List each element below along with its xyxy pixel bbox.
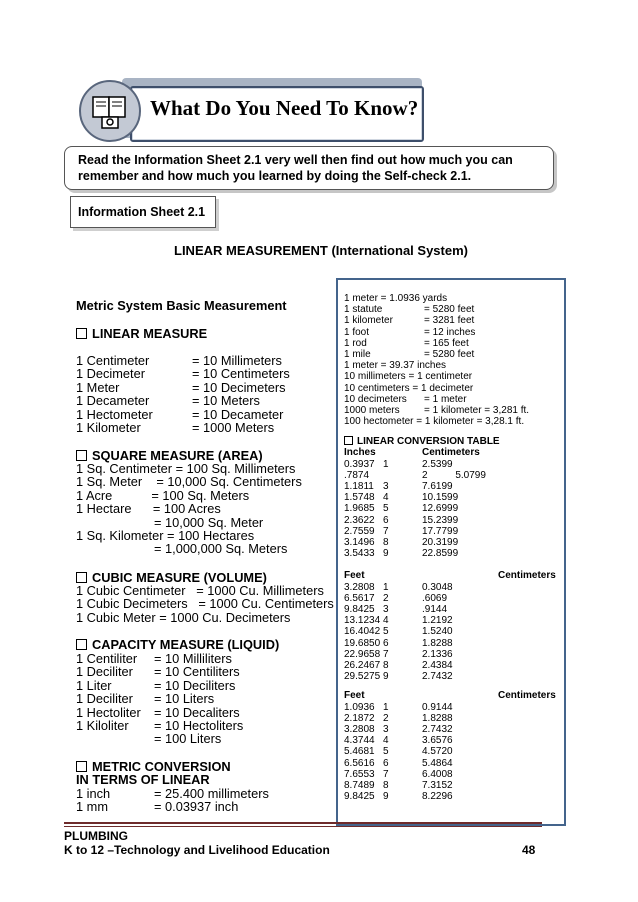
conversion-line: 10 decimeters (344, 393, 407, 405)
conversion-line: 1 kilometer (344, 315, 393, 327)
yards-table-cell-a: 1.0936 (344, 701, 375, 713)
feet-table-cell-a: 22.9658 (344, 648, 381, 660)
yards-table-cell-c: 6.4008 (422, 768, 453, 780)
inches-table-cell-b: 3 (383, 480, 389, 492)
yards-table-cell-a: 6.5616 (344, 757, 375, 769)
capacity-unit: 1 Deciliter (76, 664, 133, 680)
checkbox-bullet-icon (76, 450, 87, 461)
yards-table-cell-c: 7.3152 (422, 779, 453, 791)
linear-unit: 1 Kilometer (76, 420, 141, 435)
feet-table-cell-c: .6069 (422, 592, 448, 604)
checkbox-bullet-icon (344, 436, 353, 445)
yards-table-cell-a: 5.4681 (344, 746, 375, 758)
yards-table-cell-b: 7 (383, 768, 389, 780)
square-line: 1 Hectare = 100 Acres (76, 501, 221, 517)
feet-table-cell-a: 19.6850 (344, 637, 381, 649)
feet-table-cell-a: 9.8425 (344, 603, 375, 615)
yards-table-cell-c: 2.7432 (422, 723, 453, 735)
metric-value: = 0.03937 inch (154, 799, 239, 815)
linear-unit: 1 Decimeter (76, 366, 145, 382)
linear-unit: 1 Meter (76, 379, 120, 395)
inches-table-cell-a: .7874 (344, 469, 370, 481)
yards-table-cell-b: 8 (383, 779, 389, 791)
feet-table-cell-b: 3 (383, 603, 389, 615)
feet-table-cell-c: .9144 (422, 603, 448, 615)
yards-table-cell-b: 9 (383, 791, 389, 803)
page-number: 48 (522, 843, 536, 857)
cubic-line: 1 Cubic Meter = 1000 Cu. Decimeters (76, 609, 291, 625)
square-line: = 1,000,000 Sq. Meters (154, 541, 288, 557)
linear-unit: 1 Hectometer (76, 406, 153, 422)
linear-value: = 10 Millimeters (192, 353, 282, 368)
reading-icon (79, 80, 141, 142)
inches-table-cell-a: 3.1496 (344, 536, 375, 548)
inches-table-cell-b: 1 (383, 458, 389, 470)
intro-text: Read the Information Sheet 2.1 very well then find out how much you can remember and how much you learned by doing the Self-check 2.1. (78, 153, 513, 183)
inches-table-cell-c: 7.6199 (422, 480, 453, 492)
feet-table-cell-b: 5 (383, 626, 389, 638)
feet-table-cell-a: 13.1234 (344, 615, 381, 627)
feet-table-cell-a: 6.5617 (344, 592, 375, 604)
feet-table-cell-c: 1.8288 (422, 637, 453, 649)
inches-table-cell-c: 12.6999 (422, 503, 459, 515)
info-sheet-label: Information Sheet 2.1 (78, 205, 206, 219)
conversion-line: 1 meter = 39.37 inches (344, 360, 447, 372)
conversion-line: 1 meter = 1.0936 yards (344, 293, 448, 304)
footer-course: K to 12 –Technology and Livelihood Education (64, 843, 330, 857)
capacity-measure-title (76, 637, 279, 652)
conversion-line: 1 statute (344, 304, 383, 316)
feet-table-cell-c: 2.4384 (422, 659, 453, 671)
cubic-line: 1 Cubic Centimeter = 1000 Cu. Millimeters (76, 583, 324, 598)
conversion-line: 1 foot (344, 326, 370, 338)
capacity-unit: 1 Liter (76, 677, 112, 693)
inches-table-cell-b: 8 (383, 536, 389, 548)
metric-unit: 1 inch (76, 786, 111, 801)
linear-value: = 1000 Meters (192, 420, 275, 435)
inches-table-cell-a: 1.5748 (344, 492, 375, 504)
yards-table-cell-a: 3.2808 (344, 723, 375, 735)
section-heading: Metric System Basic Measurement (76, 298, 287, 313)
linear-measure-title-text: LINEAR MEASURE (92, 326, 208, 341)
feet-table-header-right: Centimeters (498, 570, 556, 581)
header-title: What Do You Need To Know? (150, 96, 419, 120)
feet-table-cell-b: 4 (383, 615, 389, 627)
yards-table-cell-b: 5 (383, 746, 389, 758)
capacity-unit: 1 Centiliter (76, 651, 138, 666)
capacity-measure-title-text: CAPACITY MEASURE (LIQUID) (92, 637, 280, 652)
square-measure-title-text: SQUARE MEASURE (AREA) (92, 448, 263, 463)
metric-unit: 1 mm (76, 799, 108, 815)
inches-table-cell-a: 2.7559 (344, 525, 375, 537)
conversion-line: 100 hectometer = 1 kilometer = 3,28.1 ft. (344, 416, 525, 428)
inches-table-cell-a: 1.9685 (344, 503, 375, 515)
capacity-value: = 10 Milliliters (154, 651, 232, 666)
feet-table-cell-a: 26.2467 (344, 659, 381, 671)
capacity-unit: 1 Deciliter (76, 691, 133, 707)
cubic-line: 1 Cubic Decimeters = 1000 Cu. Centimeters (76, 596, 334, 612)
inches-table-cell-b: 4 (383, 492, 389, 504)
inches-table-cell-c: 15.2399 (422, 514, 459, 526)
capacity-value: = 10 Hectoliters (154, 718, 244, 733)
inches-table-header-right: Centimeters (422, 447, 480, 458)
checkbox-bullet-icon (76, 572, 87, 583)
linear-unit: 1 Decameter (76, 393, 150, 409)
footer-divider (64, 822, 542, 824)
yards-table-cell-c: 5.4864 (422, 757, 453, 769)
metric-value: = 25.400 millimeters (154, 786, 269, 801)
checkbox-bullet-icon (76, 761, 87, 772)
square-line: 1 Sq. Kilometer = 100 Hectares (76, 528, 255, 543)
inches-table-cell-b: 6 (383, 514, 389, 526)
linear-unit: 1 Centimeter (76, 353, 150, 368)
capacity-unit: 1 Hectoliter (76, 704, 141, 720)
conversion-line: 10 centimeters = 1 decimeter (344, 382, 474, 394)
feet-table-cell-b: 1 (383, 581, 389, 593)
yards-table-cell-b: 3 (383, 723, 389, 735)
capacity-value: = 100 Liters (154, 731, 222, 747)
checkbox-bullet-icon (76, 639, 87, 650)
inches-table-cell-b: 7 (383, 525, 389, 537)
feet-table-cell-a: 29.5275 (344, 671, 381, 683)
inches-table-cell-a: 0.3937 (344, 458, 375, 470)
inches-table-cell-a: 1.1811 (344, 480, 374, 492)
conversion-value: = 12 inches (424, 326, 476, 338)
linear-measure-title (76, 326, 207, 341)
linear-value: = 10 Decimeters (192, 379, 286, 395)
cubic-measure-title-text: CUBIC MEASURE (VOLUME) (92, 570, 267, 585)
yards-table-header-left: Feet (344, 690, 365, 701)
yards-table-cell-a: 8.7489 (344, 779, 375, 791)
capacity-value: = 10 Centiliters (154, 664, 240, 680)
feet-table-cell-a: 16.4042 (344, 626, 381, 638)
square-line: 1 Sq. Centimeter = 100 Sq. Millimeters (76, 461, 296, 476)
feet-table-header-left: Feet (344, 570, 365, 581)
conversion-table-title-text: LINEAR CONVERSION TABLE (357, 436, 500, 447)
feet-table-cell-b: 6 (383, 637, 389, 649)
conversion-table-title (344, 436, 500, 447)
metric-conversion-subtitle: IN TERMS OF LINEAR (76, 772, 210, 787)
inches-table-cell-c: 20.3199 (422, 536, 459, 548)
square-line: 1 Sq. Meter = 10,000 Sq. Centimeters (76, 474, 302, 490)
conversion-line: 10 millimeters = 1 centimeter (344, 371, 473, 383)
feet-table-cell-b: 7 (383, 648, 389, 660)
yards-table-cell-c: 8.2296 (422, 791, 453, 803)
yards-table-cell-c: 0.9144 (422, 701, 453, 713)
square-line: = 10,000 Sq. Meter (154, 514, 264, 530)
square-line: 1 Acre = 100 Sq. Meters (76, 487, 250, 503)
page-title: LINEAR MEASUREMENT (International System) (174, 243, 468, 258)
feet-table-cell-c: 0.3048 (422, 581, 453, 593)
conversion-value: = 165 feet (424, 337, 469, 349)
inches-table-cell-a: 2.3622 (344, 514, 375, 526)
linear-value: = 10 Decameter (192, 406, 284, 422)
yards-table-cell-b: 2 (383, 712, 389, 724)
yards-table-cell-b: 4 (383, 735, 389, 747)
inches-table-cell-c: 2.5399 (422, 458, 453, 470)
conversion-value: = 1 kilometer = 3,281 ft. (424, 405, 530, 416)
conversion-value: = 5280 feet (424, 304, 475, 316)
conversion-value: = 5280 feet (424, 349, 475, 360)
footer-divider-thin (64, 826, 542, 827)
footer-subject: PLUMBING (64, 829, 128, 843)
feet-table-cell-b: 8 (383, 659, 389, 671)
checkbox-bullet-icon (76, 328, 87, 339)
yards-table-cell-a: 7.6553 (344, 768, 375, 780)
inches-table-cell-a: 3.5433 (344, 548, 375, 560)
feet-table-cell-c: 1.5240 (422, 626, 453, 638)
feet-table-cell-c: 2.1336 (422, 648, 453, 660)
inches-table-cell-c: 10.1599 (422, 492, 459, 504)
yards-table-cell-a: 4.3744 (344, 735, 375, 747)
inches-table-cell-c: 2 5.0799 (422, 469, 486, 481)
conversion-line: 1000 meters (344, 405, 400, 416)
yards-table-cell-a: 2.1872 (344, 712, 375, 724)
yards-table-cell-c: 1.8288 (422, 712, 453, 724)
capacity-unit: 1 Kiloliter (76, 718, 129, 733)
conversion-line: 1 mile (344, 349, 371, 360)
feet-table-cell-c: 1.2192 (422, 615, 453, 627)
feet-table-cell-a: 3.2808 (344, 581, 375, 593)
conversion-value: = 1 meter (424, 393, 467, 405)
yards-table-cell-b: 1 (383, 701, 389, 713)
yards-table-cell-c: 3.6576 (422, 735, 453, 747)
linear-value: = 10 Meters (192, 393, 260, 409)
inches-table-cell-b: 5 (383, 503, 389, 515)
linear-value: = 10 Centimeters (192, 366, 290, 382)
inches-table-cell-b: 9 (383, 548, 389, 560)
inches-table-header-left: Inches (344, 447, 376, 458)
capacity-value: = 10 Deciliters (154, 677, 236, 693)
yards-table-cell-b: 6 (383, 757, 389, 769)
inches-table-cell-c: 17.7799 (422, 525, 459, 537)
yards-table-cell-c: 4.5720 (422, 746, 453, 758)
yards-table-header-right: Centimeters (498, 690, 556, 701)
yards-table-cell-a: 9.8425 (344, 791, 375, 803)
conversion-line: 1 rod (344, 337, 367, 349)
feet-table-cell-b: 2 (383, 592, 389, 604)
capacity-value: = 10 Decaliters (154, 704, 240, 720)
feet-table-cell-b: 9 (383, 671, 389, 683)
conversion-value: = 3281 feet (424, 315, 475, 327)
feet-table-cell-c: 2.7432 (422, 671, 453, 683)
capacity-value: = 10 Liters (154, 691, 215, 707)
metric-conversion-title-text: METRIC CONVERSION (92, 759, 231, 774)
inches-table-cell-c: 22.8599 (422, 548, 459, 560)
